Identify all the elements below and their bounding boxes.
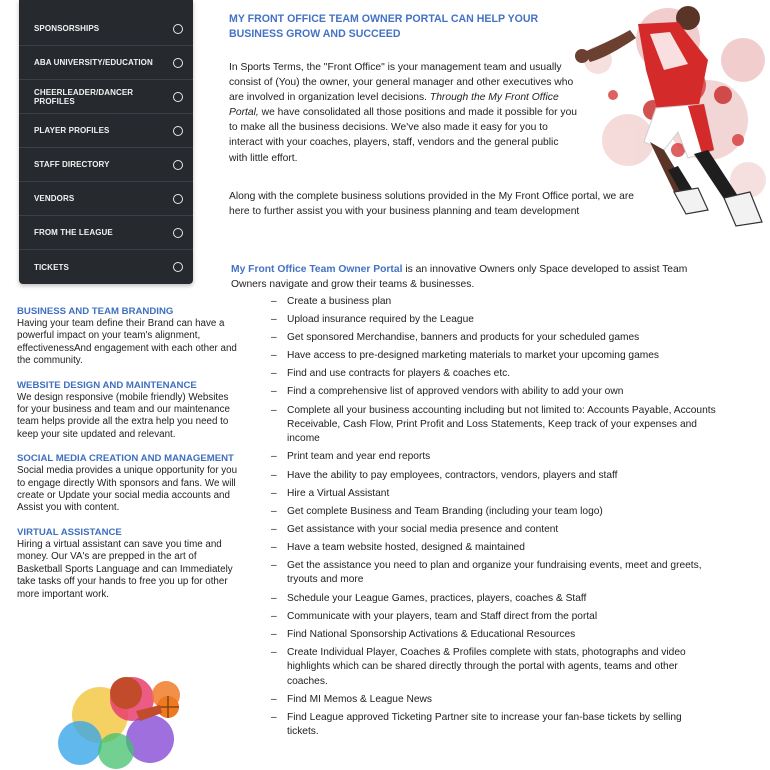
menu-item-label: STAFF DIRECTORY — [34, 160, 110, 169]
list-item: – Communicate with your players, team and Staff direct from the portal — [271, 610, 716, 624]
service-website — [17, 380, 239, 442]
service-body: We design responsive (mobile friendly) Websites for your business and team and our maintenance team helps provide all the extra help you need to keep your site updated and relevant. — [17, 391, 230, 440]
intro-text-b: we have consolidated all those positions and made it possible for you to make all the business decisions. We've also made it easy for you to interact with your coaches, players, staff, vendors and the general public with little effort. — [229, 107, 578, 164]
menu-item-staff-directory[interactable] — [19, 148, 193, 182]
list-item: – Print team and year end reports — [271, 450, 716, 464]
menu-item-label: VENDORS — [34, 194, 75, 203]
portal-name: My Front Office Team Owner Portal — [231, 264, 403, 275]
menu-item-label: CHEERLEADER/DANCER PROFILES — [34, 87, 134, 106]
circle-icon — [173, 228, 183, 238]
list-item: – Find League approved Ticketing Partner site to increase your fan-base tickets by selling tickets. — [271, 711, 716, 740]
service-title: BUSINESS AND TEAM BRANDING — [17, 306, 174, 317]
list-item: – Find and use contracts for players & coaches etc. — [271, 367, 716, 381]
list-item: – Create Individual Player, Coaches & Profiles complete with stats, photographs and video highlights which can be shared directly through the portal with agents, teams and other coaches. — [271, 646, 716, 689]
service-body: Having your team define their Brand can have a powerful impact on your team's alignment, effectivenessAnd engagement with each other and the community. — [17, 318, 237, 367]
list-item: – Schedule your League Games, practices, players, coaches & Staff — [271, 592, 716, 606]
service-body: Social media provides a unique opportunity for you to engage directly With sponsors and fans. We will create or Update your social media accounts and Assist you with content. — [17, 465, 238, 514]
circle-icon — [173, 92, 183, 102]
circle-icon — [173, 24, 183, 34]
service-branding — [17, 306, 239, 368]
services-column — [17, 306, 239, 613]
list-item: – Have access to pre-designed marketing materials to market your upcoming games — [271, 349, 716, 363]
menu-item-cheerleader-profiles[interactable] — [19, 80, 193, 114]
circle-icon — [173, 126, 183, 136]
list-item: – Hire a Virtual Assistant — [271, 487, 716, 501]
intro-paragraph — [229, 60, 579, 166]
colorful-kid-illustration — [40, 655, 200, 770]
list-item: – Get sponsored Merchandise, banners and products for your scheduled games — [271, 331, 716, 345]
menu-item-player-profiles[interactable] — [19, 114, 193, 148]
feature-list — [271, 295, 716, 743]
circle-icon — [173, 160, 183, 170]
list-item: – Have a team website hosted, designed & maintained — [271, 541, 716, 555]
service-title: WEBSITE DESIGN AND MAINTENANCE — [17, 379, 197, 391]
menu-item-label: FROM THE LEAGUE — [34, 228, 113, 237]
circle-icon — [173, 194, 183, 204]
menu-item-vendors[interactable] — [19, 182, 193, 216]
basketball-player-illustration — [538, 0, 770, 238]
list-item: – Get the assistance you need to plan and organize your fundraising events, meet and greets, tryouts and more — [271, 559, 716, 588]
service-body: Hiring a virtual assistant can save you time and money. Our VA's are prepped in the art of Basketball Sports Language and can Immediately take tasks off your hands to free you up for other more important work. — [17, 538, 233, 600]
menu-item-label: SPONSORSHIPS — [34, 24, 100, 33]
service-virtual-assistance — [17, 527, 239, 601]
menu-item-label: PLAYER PROFILES — [34, 126, 110, 135]
list-item: – Have the ability to pay employees, contractors, vendors, players and staff — [271, 469, 716, 483]
service-social-media — [17, 453, 239, 515]
menu-item-from-the-league[interactable] — [19, 216, 193, 250]
intro-paragraph-2: Along with the complete business solutions provided in the My Front Office portal, we are here to further assist you with your business planning and team development — [229, 191, 635, 218]
intro-text-a: In Sports Terms, the "Front Office" is your management team and usually consist of (You) the owner, your general manager and other executives who are involved in organization level decisions. — [229, 62, 574, 104]
portal-description — [231, 262, 716, 292]
menu-item-label: ABA UNIVERSITY/EDUCATION — [34, 58, 153, 67]
menu-item-label: TICKETS — [34, 262, 69, 272]
service-title: SOCIAL MEDIA CREATION AND MANAGEMENT — [17, 453, 234, 465]
menu-item-aba-university[interactable] — [19, 46, 193, 80]
intro-text-italic: Through the My Front Office Portal, — [229, 92, 559, 119]
circle-icon — [173, 58, 183, 68]
side-menu — [19, 0, 193, 284]
page-headline: MY FRONT OFFICE TEAM OWNER PORTAL CAN HELP YOUR BUSINESS GROW AND SUCCEED — [229, 13, 539, 40]
list-item: – Upload insurance required by the League — [271, 313, 716, 327]
menu-item-tickets[interactable] — [19, 250, 193, 284]
list-item: – Find MI Memos & League News — [271, 693, 716, 707]
list-item: – Find a comprehensive list of approved vendors with ability to add your own — [271, 385, 716, 399]
service-title: VIRTUAL ASSISTANCE — [17, 526, 122, 538]
portal-description-text: is an innovative Owners only Space developed to assist Team Owners navigate and grow their teams & businesses. — [231, 264, 688, 291]
list-item: – Get complete Business and Team Branding (including your team logo) — [271, 505, 716, 519]
list-item: – Get assistance with your social media presence and content — [271, 523, 716, 537]
list-item: – Complete all your business accounting including but not limited to: Accounts Payable, Accounts Receivable, Cash Flow, Print Profit and Loss Statements, Keep track of your expenses and income — [271, 404, 716, 447]
circle-icon — [173, 262, 183, 272]
menu-item-sponsorships[interactable] — [19, 0, 193, 46]
list-item: – Find National Sponsorship Activations & Educational Resources — [271, 628, 716, 642]
list-item: – Create a business plan — [271, 295, 716, 309]
